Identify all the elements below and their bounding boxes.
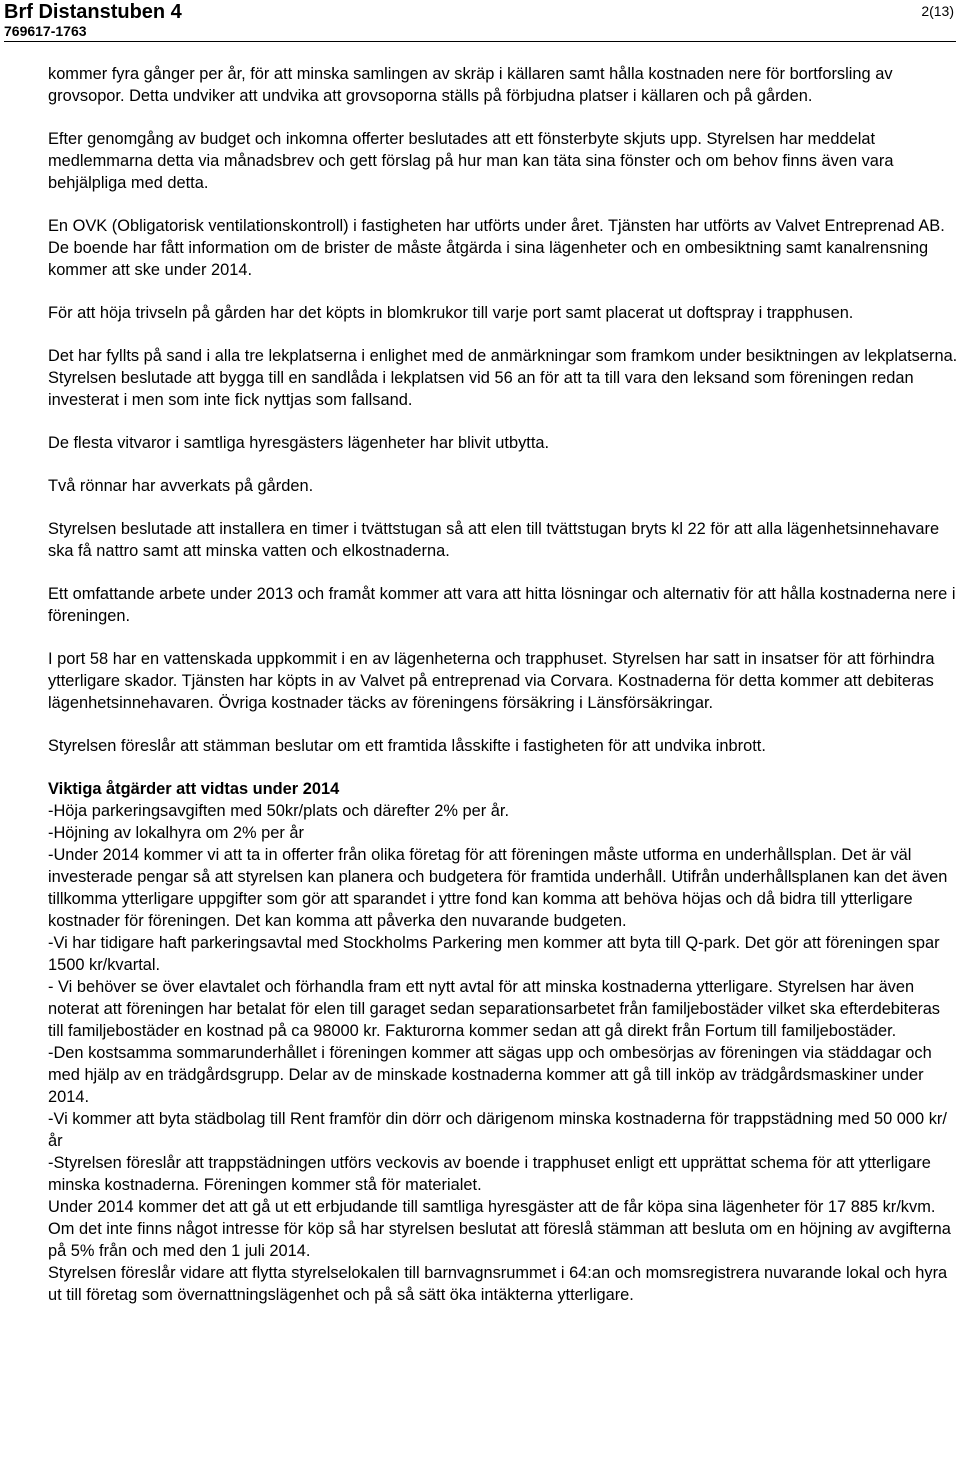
action-item: Under 2014 kommer det att gå ut ett erbjudande till samtliga hyresgäster att de får köpa sina lägenheter för 17 885 kr/kvm. Om det inte finns något intresse för köp så har styrelsen beslutat att föreslå stämman att besluta om en höjning av avgifterna på 5% från och med den 1 juli 2014. [48, 1198, 951, 1260]
organization-number: 769617-1763 [4, 23, 87, 39]
action-item: Styrelsen föreslår vidare att flytta styrelselokalen till barnvagnsrummet i 64:an och momsregistrera nuvarande lokal och hyra ut till företag som övernattningslägenhet och på så sätt öka intäkterna ytterligare. [48, 1264, 948, 1304]
action-item: - Vi behöver se över elavtalet och förhandla fram ett nytt avtal för att minska kostnaderna ytterligare. Styrelsen har även noterat att föreningen har betalat för elen till garaget sedan separationsarbetet från familjebostäder vilket ska efterdebiteras till familjebostäder en kostnad på ca 98000 kr. Fakturorna kommer sedan att gå direkt från Fortum till familjebostäder. [48, 978, 941, 1040]
action-item: -Höjning av lokalhyra om 2% per år [48, 824, 304, 842]
header-divider [4, 41, 956, 42]
paragraph-playgrounds: Det har fyllts på sand i alla tre lekplatserna i enlighet med de anmärkningar som framkom under besiktningen av lekplatserna. Styrelsen beslutade att bygga till en sandlåda i lekplatsen vid 56 an för att ta till vara den leksand som föreningen redan investerat i men som inte fick nyttjas som fallsand. [48, 347, 958, 409]
paragraph-courtyard-comfort: För att höja trivseln på gården har det köpts in blomkrukor till varje port samt placerat ut doftspray i trapphusen. [48, 304, 854, 322]
actions-heading: Viktiga åtgärder att vidtas under 2014 [48, 780, 340, 798]
paragraph-laundry-timer: Styrelsen beslutade att installera en timer i tvättstugan så att elen till tvättstugan bryts kl 22 för att alla lägenhetsinnehavare ska få nattro samt att minska vatten och elkostnaderna. [48, 520, 940, 560]
action-item: -Höja parkeringsavgiften med 50kr/plats och därefter 2% per år. [48, 802, 509, 820]
action-item: -Styrelsen föreslår att trappstädningen utförs veckovis av boende i trapphuset enligt ett upprättat schema för att ytterligare minska kostnaderna. Föreningen kommer stå för materialet. [48, 1154, 931, 1194]
action-item: -Vi kommer att byta städbolag till Rent framför din dörr och därigenom minska kostnaderna för trappstädning med 50 000 kr/år [48, 1110, 947, 1150]
document-body [48, 63, 958, 1306]
action-item: -Vi har tidigare haft parkeringsavtal med Stockholms Parkering men kommer att byta till Q-park. Det gör att föreningen spar 1500 kr/kvartal. [48, 934, 940, 974]
document-title: Brf Distanstuben 4 [4, 1, 182, 23]
paragraph-water-damage: I port 58 har en vattenskada uppkommit i en av lägenheterna och trapphuset. Styrelsen har satt in insatser för att förhindra ytterligare skador. Tjänsten har köpts in av Valvet på entreprenad via Corvara. Kostnaderna för detta kommer att debiteras lägenhetsinnehavaren. Övriga kostnader täcks av föreningens försäkring i Länsförsäkringar. [48, 650, 935, 712]
paragraph-appliances: De flesta vitvaror i samtliga hyresgästers lägenheter har blivit utbytta. [48, 434, 550, 452]
paragraph-cost-reduction: Ett omfattande arbete under 2013 och framåt kommer att vara att hitta lösningar och alternativ för att hålla kostnaderna nere i föreningen. [48, 585, 956, 625]
paragraph-waste-collection: kommer fyra gånger per år, för att minska samlingen av skräp i källaren samt hålla kostnaden nere för bortforsling av grovsopor. Detta undviker att undvika att grovsoporna ställs på förbjudna platser i källaren och på gården. [48, 65, 893, 105]
actions-section [48, 778, 958, 1306]
paragraph-lock-change: Styrelsen föreslår att stämman beslutar om ett framtida låsskifte i fastigheten för att undvika inbrott. [48, 737, 766, 755]
paragraph-trees: Två rönnar har avverkats på gården. [48, 477, 314, 495]
action-item: -Den kostsamma sommarunderhållet i föreningen kommer att sägas upp och ombesörjas av föreningen via städdagar och med hjälp av en trädgårdsgrupp. Delar av de minskade kostnaderna kommer att gå till inköp av trädgårdsmaskiner under 2014. [48, 1044, 932, 1106]
paragraph-ventilation-inspection: En OVK (Obligatorisk ventilationskontroll) i fastigheten har utförts under året. Tjänsten har utförts av Valvet Entreprenad AB. De boende har fått information om de brister de måste åtgärda i sina lägenheter och en ombesiktning samt kanalrensning kommer att ske under 2014. [48, 217, 945, 279]
paragraph-window-replacement: Efter genomgång av budget och inkomna offerter beslutades att ett fönsterbyte skjuts upp. Styrelsen har meddelat medlemmarna detta via månadsbrev och gett förslag på hur man kan täta sina fönster och om behov finns även vara behjälpliga med detta. [48, 130, 894, 192]
action-item: -Under 2014 kommer vi att ta in offerter från olika företag för att föreningen måste utforma en underhållsplan. Det är väl investerade pengar så att styrelsen kan planera och budgetera för framtida underhåll. Utifrån underhållsplanen kan det även tillkomma ytterligare uppgifter som gör att sparandet i yttre fond kan komma att behöva höjas och då bidra till ytterligare kostnader för föreningen. Det kan komma att påverka den nuvarande budgeten. [48, 846, 948, 930]
page-number: 2(13) [921, 3, 954, 19]
